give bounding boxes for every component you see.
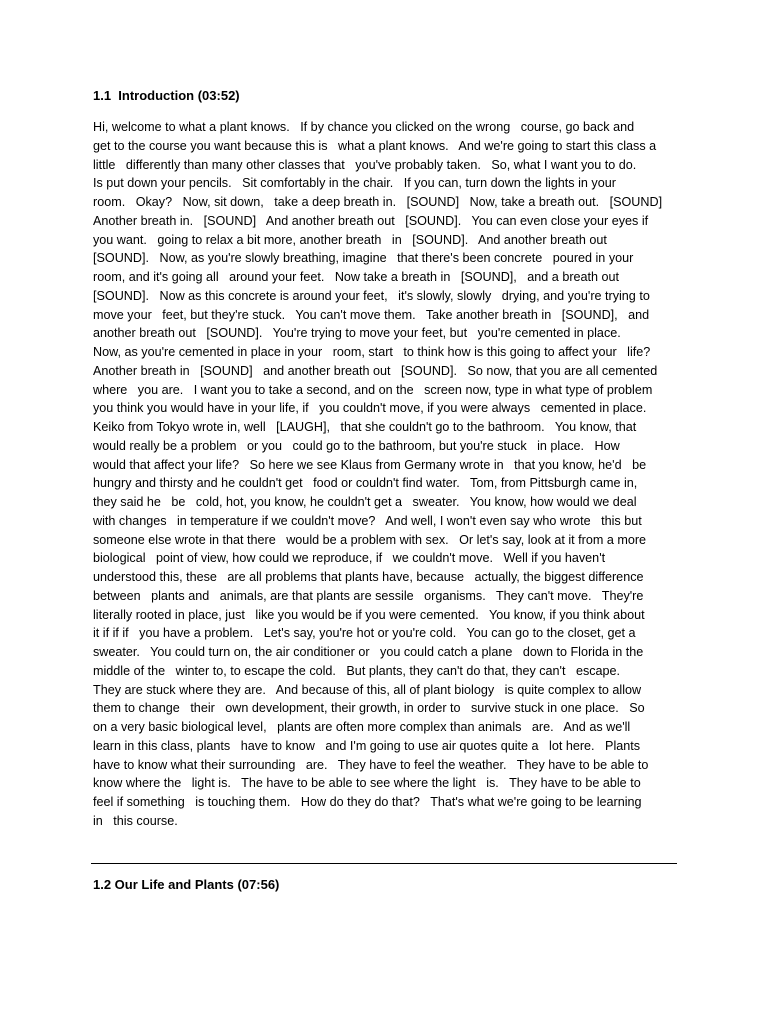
transcript-line: where you are. I want you to take a second, and on the screen now, type in what type of problem (93, 382, 653, 397)
transcript-line: Another breath in. [SOUND] And another breath out [SOUND]. You can even close your eyes if (93, 213, 649, 228)
transcript-line: in this course. (93, 813, 178, 828)
transcript-line: hungry and thirsty and he couldn't get food or couldn't find water. Tom, from Pittsburgh came in, (93, 476, 638, 491)
transcript-line: [SOUND]. Now, as you're slowly breathing, imagine that there's been concrete poured in your (93, 251, 634, 266)
transcript-line: between plants and animals, are that plants are sessile organisms. They can't move. They're (93, 588, 644, 603)
transcript-line: they said he be cold, hot, you know, he couldn't get a sweater. You know, how would we deal (93, 495, 637, 509)
transcript-line: you think you would have in your life, if you couldn't move, if you were always cemented in place. (93, 401, 647, 416)
transcript-line: They are stuck where they are. And because of this, all of plant biology is quite complex to allow (93, 682, 642, 697)
transcript-line: Is put down your pencils. Sit comfortably in the chair. If you can, turn down the lights in your (93, 176, 616, 191)
transcript-line: little differently than many other classes that you've probably taken. So, what I want you to do. (93, 157, 637, 172)
transcript-line: Keiko from Tokyo wrote in, well [LAUGH], that she couldn't go to the bathroom. You know, that (93, 420, 637, 434)
transcript-line: feel if something is touching them. How do they do that? That's what we're going to be learning (93, 795, 642, 809)
transcript-line: would really be a problem or you could go to the bathroom, but you're stuck in place. How (93, 438, 620, 453)
transcript-line: it if if if you have a problem. Let's say, you're hot or you're cold. You can go to the closet, get a (93, 626, 636, 641)
transcript-line: [SOUND]. Now as this concrete is around your feet, it's slowly, slowly drying, and you're trying to (93, 288, 650, 303)
transcript-line: biological point of view, how could we reproduce, if we couldn't move. Well if you haven't (93, 551, 606, 566)
transcript-line: know where the light is. The have to be able to see where the light is. They have to be able to (93, 776, 641, 791)
section-heading-introduction: 1.1 Introduction (03:52) (93, 88, 240, 103)
transcript-line: literally rooted in place, just like you would be if you were cemented. You know, if you think about (93, 607, 645, 622)
transcript-line: on a very basic biological level, plants are often more complex than animals are. And as we'll (93, 720, 631, 734)
transcript-line: Hi, welcome to what a plant knows. If by chance you clicked on the wrong course, go back and (93, 120, 635, 134)
transcript-line: Now, as you're cemented in place in your room, start to think how is this going to affect your life? (93, 345, 651, 359)
transcript-line: have to know what their surrounding are. They have to feel the weather. They have to be able to (93, 757, 649, 772)
transcript-line: get to the course you want because this is what a plant knows. And we're going to start this class a (93, 138, 657, 153)
transcript-line: sweater. You could turn on, the air conditioner or you could catch a plane down to Florida in the (93, 645, 644, 659)
transcript-line: understood this, these are all problems that plants have, because actually, the biggest difference (93, 570, 644, 584)
section-divider (91, 863, 677, 864)
transcript-line: move your feet, but they're stuck. You can't move them. Take another breath in [SOUND], and (93, 307, 650, 322)
transcript-line: with changes in temperature if we couldn't move? And well, I won't even say who wrote this but (93, 513, 642, 528)
transcript-line: room. Okay? Now, sit down, take a deep breath in. [SOUND] Now, take a breath out. [SOUND] (93, 195, 663, 209)
transcript-line: another breath out [SOUND]. You're trying to move your feet, but you're cemented in place. (93, 326, 621, 341)
transcript-line: you want. going to relax a bit more, another breath in [SOUND]. And another breath out (93, 232, 607, 247)
transcript-line: learn in this class, plants have to know and I'm going to use air quotes quite a lot here. Plants (93, 738, 641, 753)
transcript-line: Another breath in [SOUND] and another breath out [SOUND]. So now, that you are all cemented (93, 363, 658, 378)
transcript-line: room, and it's going all around your feet. Now take a breath in [SOUND], and a breath out (93, 270, 620, 284)
transcript-line: someone else wrote in that there would be a problem with sex. Or let's say, look at it from a more (93, 532, 647, 547)
transcript-line: would that affect your life? So here we see Klaus from Germany wrote in that you know, he'd be (93, 457, 647, 472)
transcript-paragraph (93, 118, 683, 831)
transcript-line: them to change their own development, their growth, in order to survive stuck in one place. So (93, 701, 645, 716)
section-heading-our-life-and-plants: 1.2 Our Life and Plants (07:56) (93, 877, 280, 892)
transcript-line: middle of the winter to, to escape the cold. But plants, they can't do that, they can't escape. (93, 663, 621, 678)
